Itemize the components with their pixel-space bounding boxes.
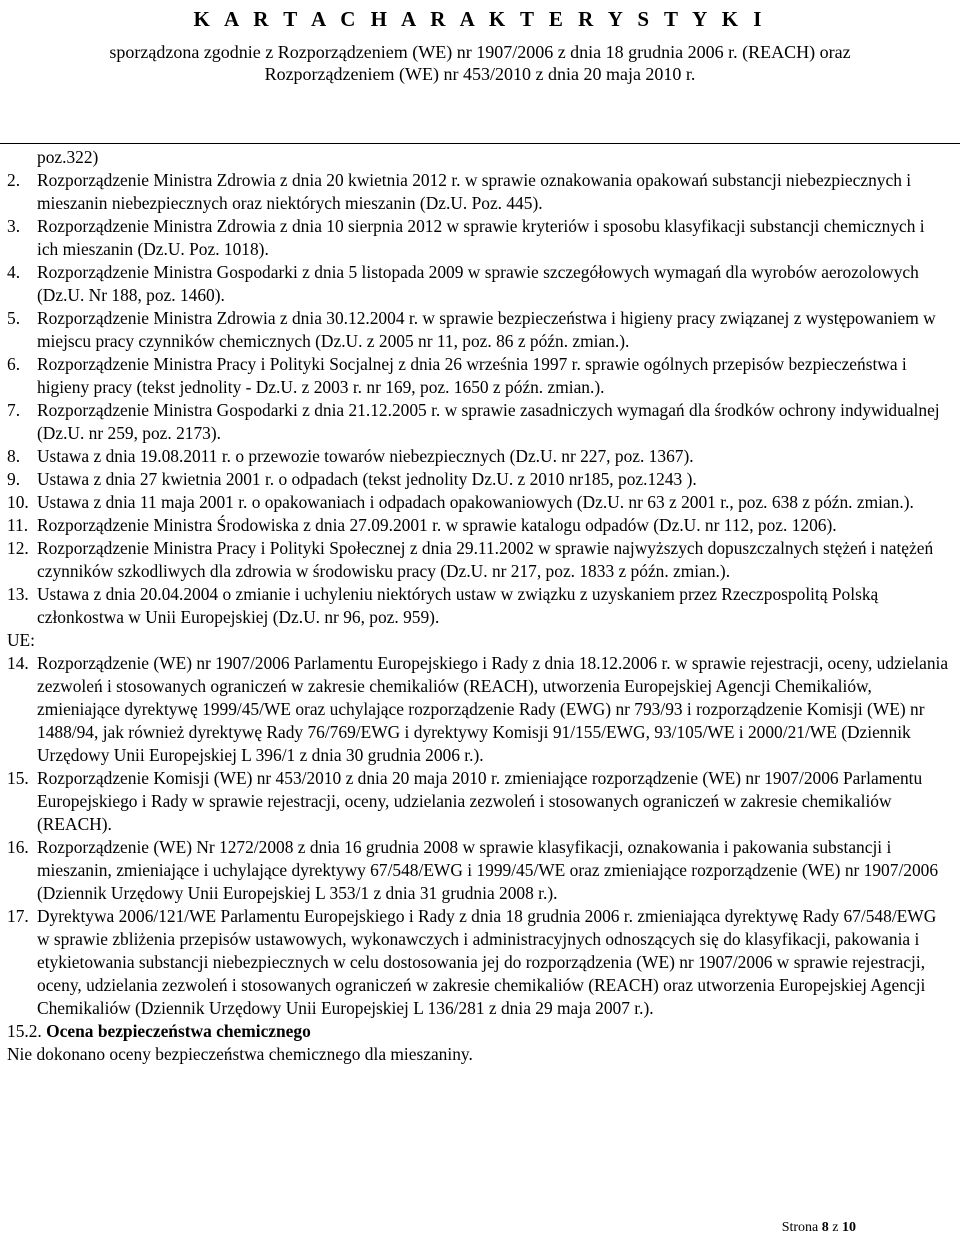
regulation-line-2: Rozporządzeniem (WE) nr 453/2010 z dnia 20 maja 2010 r. <box>264 64 696 84</box>
item-number: 7. <box>7 400 21 420</box>
continued-fragment: poz.322) <box>37 147 99 167</box>
footer-prefix: Strona <box>781 1220 819 1235</box>
list-item <box>7 767 950 836</box>
item-text: Rozporządzenie Komisji (WE) nr 453/2010 z dnia 20 maja 2010 r. zmieniające rozporządzenie (WE) nr 1907/2006 Parlamentu Europejskiego i Rady w sprawie rejestracji, oceny, udzielania zezwoleń i stosowanych ograniczeń w zakresie chemikaliów (REACH). <box>37 768 923 834</box>
item-text: Rozporządzenie (WE) Nr 1272/2008 z dnia 16 grudnia 2008 w sprawie klasyfikacji, oznakowania i pakowania substancji i mieszanin, zmieniające i uchylające dyrektywy 67/548/EWG i 1999/45/WE oraz zmieniające rozporządzenie (WE) nr 1907/2006 (Dziennik Urzędowy Unii Europejskiej L 353/1 z dnia 31 grudnia 2008 r.). <box>37 837 939 903</box>
item-number: 13. <box>7 584 29 604</box>
item-number: 4. <box>7 262 21 282</box>
ue-label: UE: <box>7 630 36 650</box>
list-item <box>7 261 950 307</box>
current-page: 8 <box>821 1220 829 1235</box>
item-text: Rozporządzenie (WE) nr 1907/2006 Parlamentu Europejskiego i Rady z dnia 18.12.2006 r. w sprawie rejestracji, oceny, udzielania zezwoleń i stosowanych ograniczeń w zakresie chemikaliów (REACH), utworzenia Europejskiej Agencji Chemikaliów, zmieniające dyrektywę 1999/45/WE oraz uchylające rozporządzenie Rady (EWG) nr 793/93 i rozporządzenie Komisji (WE) nr 1488/94, jak również dyrektywę Rady 76/769/EWG i dyrektywy Komisji 91/155/EWG, 93/105/WE i 2000/21/WE (Dziennik Urzędowy Unii Europejskiej L 396/1 z dnia 30 grudnia 2006 r.). <box>37 653 949 765</box>
list-item <box>7 836 950 905</box>
item-number: 14. <box>7 653 29 673</box>
list-item <box>7 399 950 445</box>
list-item <box>7 491 950 514</box>
list-item <box>7 169 950 215</box>
list-item <box>7 583 950 629</box>
item-number: 11. <box>7 515 29 535</box>
item-text: Rozporządzenie Ministra Gospodarki z dnia 21.12.2005 r. w sprawie zasadniczych wymagań dla środków ochrony indywidualnej (Dz.U. nr 259, poz. 2173). <box>37 400 940 443</box>
section-heading <box>7 1020 950 1043</box>
national-regulations-list <box>7 169 950 629</box>
list-item <box>7 905 950 1020</box>
footer-separator: z <box>832 1220 839 1235</box>
list-item <box>7 514 950 537</box>
item-text: Ustawa z dnia 11 maja 2001 r. o opakowaniach i odpadach opakowaniowych (Dz.U. nr 63 z 2001 r., poz. 638 z późn. zmian.). <box>37 492 914 512</box>
item-text: Dyrektywa 2006/121/WE Parlamentu Europejskiego i Rady z dnia 18 grudnia 2006 r. zmieniająca dyrektywę Rady 67/548/EWG w sprawie zbliżenia przepisów ustawowych, wykonawczych i administracyjnych odnoszących się do klasyfikacji, pakowania i etykietowania substancji niebezpiecznych w celu dostosowania jej do rozporządzenia (WE) nr 1907/2006 w sprawie rejestracji, oceny, udzielania zezwoleń i stosowanych ograniczeń w zakresie chemikaliów (REACH) oraz utworzenia Europejskiej Agencji Chemikaliów (Dziennik Urzędowy Unii Europejskiej L 136/281 z dnia 29 maja 2007 r.). <box>37 906 937 1018</box>
item-text: Rozporządzenie Ministra Pracy i Polityki Społecznej z dnia 29.11.2002 w sprawie najwyższych dopuszczalnych stężeń i natężeń czynników szkodliwych dla zdrowia w środowisku pracy (Dz.U. nr 217, poz. 1833 z późn. zmian.). <box>37 538 934 581</box>
section-number: 15.2. <box>7 1021 42 1041</box>
list-item <box>7 353 950 399</box>
list-item <box>7 215 950 261</box>
list-item <box>7 445 950 468</box>
item-number: 9. <box>7 469 21 489</box>
page-footer <box>782 1220 856 1236</box>
list-item <box>7 652 950 767</box>
total-pages: 10 <box>842 1220 856 1235</box>
eu-regulations-list <box>7 652 950 1020</box>
item-text: Rozporządzenie Ministra Pracy i Polityki Socjalnej z dnia 26 września 1997 r. sprawie ogólnych przepisów bezpieczeństwa i higieny pracy (tekst jednolity - Dz.U. z 2003 r. nr 169, poz. 1650 z późn. zmian.). <box>37 354 907 397</box>
document-body <box>7 146 950 1066</box>
item-number: 10. <box>7 492 29 512</box>
closing-statement: Nie dokonano oceny bezpieczeństwa chemicznego dla mieszaniny. <box>7 1044 473 1064</box>
item-text: Ustawa z dnia 20.04.2004 o zmianie i uchyleniu niektórych ustaw w związku z uzyskaniem przez Rzeczpospolitą Polską członkostwa w Unii Europejskiej (Dz.U. nr 96, poz. 959). <box>37 584 879 627</box>
item-text: Ustawa z dnia 19.08.2011 r. o przewozie towarów niebezpiecznych (Dz.U. nr 227, poz. 1367). <box>37 446 694 466</box>
list-item <box>7 537 950 583</box>
regulation-line-1: sporządzona zgodnie z Rozporządzeniem (WE) nr 1907/2006 z dnia 18 grudnia 2006 r. (REACH) oraz <box>109 42 851 62</box>
item-number: 12. <box>7 538 29 558</box>
item-number: 3. <box>7 216 21 236</box>
item-number: 17. <box>7 906 29 926</box>
item-number: 8. <box>7 446 21 466</box>
item-text: Rozporządzenie Ministra Zdrowia z dnia 30.12.2004 r. w sprawie bezpieczeństwa i higieny pracy związanej z występowaniem w miejscu pracy czynników chemicznych (Dz.U. z 2005 nr 11, poz. 86 z późn. zmian.). <box>37 308 936 351</box>
item-text: Rozporządzenie Ministra Środowiska z dnia 27.09.2001 r. w sprawie katalogu odpadów (Dz.U. nr 112, poz. 1206). <box>37 515 837 535</box>
item-number: 2. <box>7 170 21 190</box>
item-text: Rozporządzenie Ministra Zdrowia z dnia 10 sierpnia 2012 w sprawie kryteriów i sposobu klasyfikacji substancji chemicznych i ich mieszanin (Dz.U. Poz. 1018). <box>37 216 925 259</box>
item-number: 16. <box>7 837 29 857</box>
section-title: Ocena bezpieczeństwa chemicznego <box>46 1021 311 1041</box>
document-header <box>0 6 960 85</box>
list-item <box>7 468 950 491</box>
list-item <box>7 307 950 353</box>
item-number: 5. <box>7 308 21 328</box>
item-number: 6. <box>7 354 21 374</box>
item-number: 15. <box>7 768 29 788</box>
document-title: K A R T A C H A R A K T E R Y S T Y K I <box>193 7 767 31</box>
header-divider <box>0 143 960 144</box>
item-text: Rozporządzenie Ministra Gospodarki z dnia 5 listopada 2009 w sprawie szczegółowych wymagań dla wyrobów aerozolowych (Dz.U. Nr 188, poz. 1460). <box>37 262 919 305</box>
item-text: Ustawa z dnia 27 kwietnia 2001 r. o odpadach (tekst jednolity Dz.U. z 2010 nr185, poz.1243 ). <box>37 469 697 489</box>
item-text: Rozporządzenie Ministra Zdrowia z dnia 20 kwietnia 2012 r. w sprawie oznakowania opakowań substancji niebezpiecznych i mieszanin niebezpiecznych oraz niektórych mieszanin (Dz.U. Poz. 445). <box>37 170 912 213</box>
